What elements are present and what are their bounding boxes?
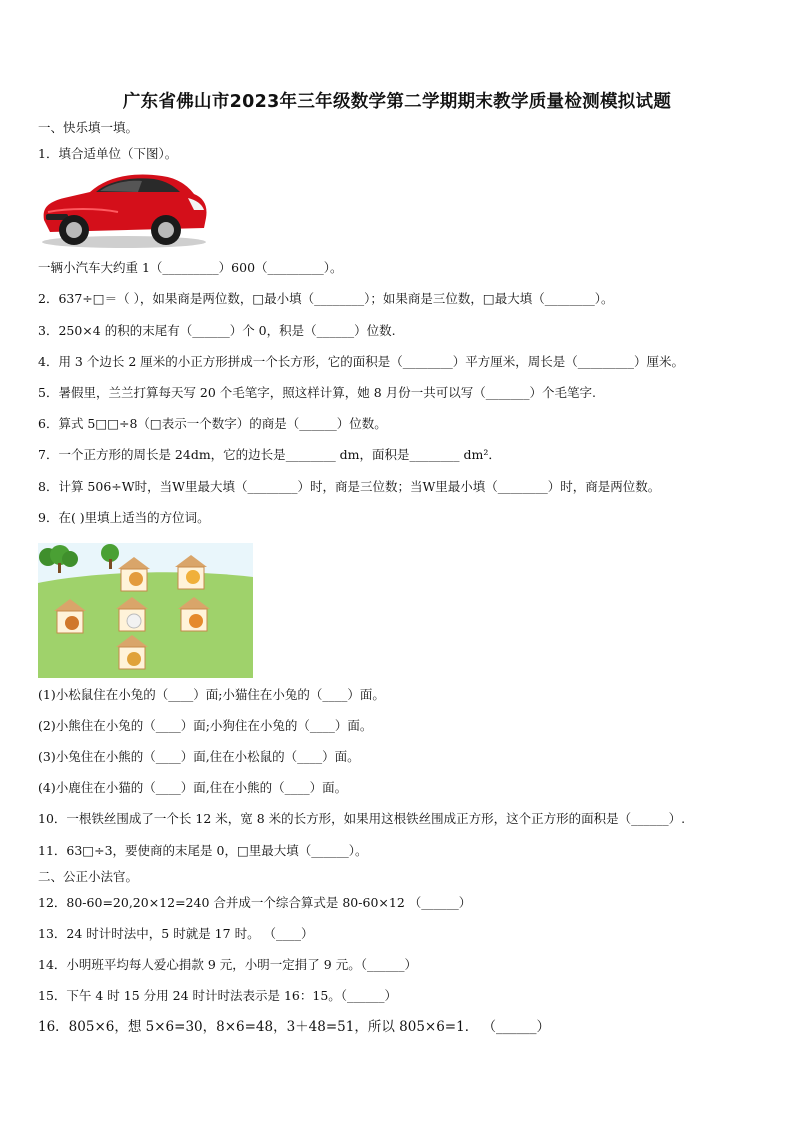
section-1-heading: 一、快乐填一填。 <box>38 120 139 135</box>
question-10: 10．一根铁丝围成了一个长 12 米，宽 8 米的长方形，如果用这根铁丝围成正方形，这个正方形的面积是（______）. <box>38 811 686 826</box>
question-13: 13．24 时计时法中，5 时就是 17 时。 （____） <box>38 926 314 941</box>
question-14: 14．小明班平均每人爱心捐款 9 元，小明一定捐了 9 元。（______） <box>38 957 417 972</box>
question-2: 2．637÷□＝（ ），如果商是两位数，□最小填（________）；如果商是三位数，□最大填（________）。 <box>38 291 614 306</box>
question-16: 16．805×6，想 5×6=30，8×6=48，3＋48=51，所以 805×6=1． （______） <box>38 1019 551 1035</box>
question-4: 4．用 3 个边长 2 厘米的小正方形拼成一个长方形，它的面积是（________）平方厘米，周长是（_________）厘米。 <box>38 354 685 369</box>
page-title: 广东省佛山市2023年三年级数学第二学期期末教学质量检测模拟试题 <box>122 92 672 112</box>
question-9: 9．在( )里填上适当的方位词。 <box>38 510 210 525</box>
question-9-2: (2)小熊住在小兔的（____）面;小狗住在小兔的（____）面。 <box>38 718 373 733</box>
section-2-heading: 二、公正小法官。 <box>38 869 139 884</box>
question-3: 3．250×4 的积的末尾有（______）个 0，积是（______）位数. <box>38 323 396 338</box>
question-11: 11．63□÷3，要使商的末尾是 0，□里最大填（______）。 <box>38 843 368 858</box>
question-6: 6．算式 5□□÷8（□表示一个数字）的商是（______）位数。 <box>38 416 387 431</box>
question-5: 5．暑假里，兰兰打算每天写 20 个毛笔字，照这样计算，她 8 月份一共可以写（_______）个毛笔字. <box>38 385 596 400</box>
question-9-4: (4)小鹿住在小猫的（____）面,住在小熊的（____）面。 <box>38 780 348 795</box>
question-7: 7．一个正方形的周长是 24dm，它的边长是________ dm，面积是________ dm²． <box>38 447 501 462</box>
question-1-line: 一辆小汽车大约重 1（_________）600（_________）。 <box>38 260 343 275</box>
question-9-1: (1)小松鼠住在小兔的（____）面;小猫住在小兔的（____）面。 <box>38 687 385 702</box>
animal-houses-image <box>38 543 253 678</box>
question-12: 12．80-60=20,20×12=240 合并成一个综合算式是 80-60×12 （______） <box>38 895 472 910</box>
question-1: 1．填合适单位（下图）。 <box>38 146 178 161</box>
red-car-image <box>38 168 210 250</box>
question-9-3: (3)小兔住在小熊的（____）面,住在小松鼠的（____）面。 <box>38 749 360 764</box>
question-8: 8．计算 506÷W时，当W里最大填（________）时，商是三位数；当W里最小填（________）时，商是两位数。 <box>38 479 661 494</box>
question-15: 15．下午 4 时 15 分用 24 时计时法表示是 16：15。（______） <box>38 988 398 1003</box>
